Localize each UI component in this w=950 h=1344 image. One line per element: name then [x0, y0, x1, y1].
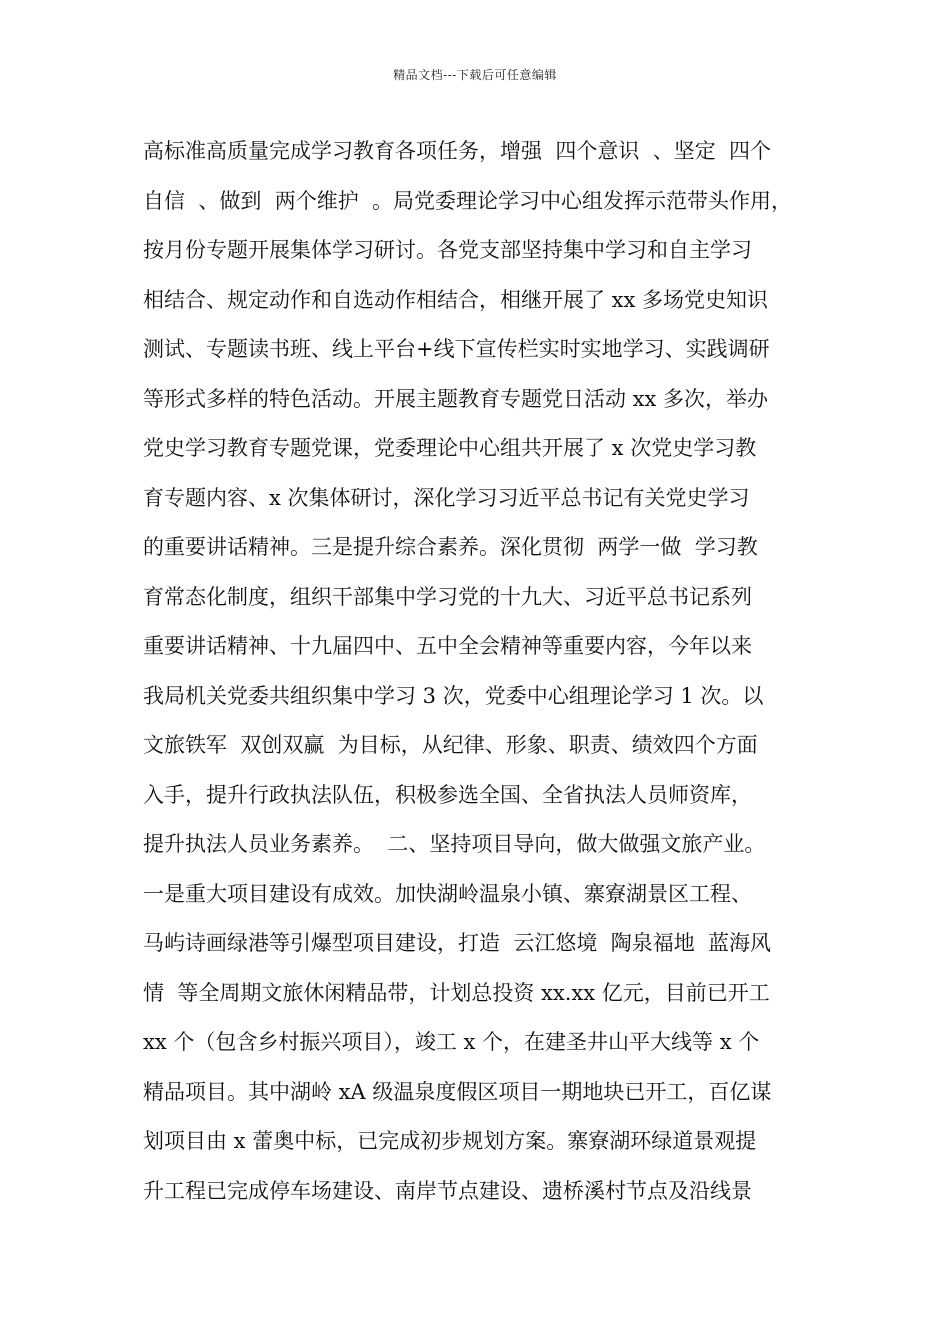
text-line: 党史学习教育专题党课，党委理论中心组共开展了 x 次党史学习教 [143, 436, 757, 460]
text-line: 测试、专题读书班、线上平台+线下宣传栏实时实地学习、实践调研 [143, 337, 770, 361]
text-line: 提升执法人员业务素养。 二、坚持项目导向，做大做强文旅产业。 [143, 832, 766, 856]
page-header: 精品文档---下载后可任意编辑 [393, 68, 557, 82]
text-line: 升工程已完成停车场建设、南岸节点建设、遗桥溪村节点及沿线景 [143, 1178, 752, 1203]
text-line: 自信 、做到 两个维护 。局党委理论学习中心组发挥示范带头作用， [143, 188, 793, 213]
text-line: 一是重大项目建设有成效。加快湖岭温泉小镇、寨寮湖景区工程、 [143, 881, 752, 906]
text-line: 马屿诗画绿港等引爆型项目建设，打造 云江悠境 陶泉福地 蓝海风 [143, 931, 772, 955]
text-line: 高标准高质量完成学习教育各项任务，增强 四个意识 、坚定 四个 [143, 139, 772, 163]
text-line: 重要讲话精神、十九届四中、五中全会精神等重要内容，今年以来 [143, 634, 752, 658]
text-line: 育常态化制度，组织干部集中学习党的十九大、习近平总书记系列 [143, 584, 752, 609]
text-line: 的重要讲话精神。三是提升综合素养。深化贯彻 两学一做 学习教 [143, 535, 758, 559]
text-line: 文旅铁军 双创双赢 为目标，从纪律、形象、职责、绩效四个方面 [143, 733, 758, 757]
text-line: 我局机关党委共组织集中学习 3 次，党委中心组理论学习 1 次。以 [143, 683, 764, 708]
body-text [143, 127, 815, 1216]
text-line: 育专题内容、x 次集体研讨，深化学习习近平总书记有关党史学习 [143, 485, 750, 510]
text-line: 等形式多样的特色活动。开展主题教育专题党日活动 xx 多次，举办 [143, 386, 769, 411]
text-line: xx 个（包含乡村振兴项目），竣工 x 个，在建圣井山平大线等 x 个 [143, 1030, 760, 1054]
text-line: 划项目由 x 蕾奥中标，已完成初步规划方案。寨寮湖环绿道景观提 [143, 1129, 757, 1153]
text-line: 入手，提升行政执法队伍，积极参选全国、全省执法人员师资库， [143, 782, 752, 807]
text-line: 相结合、规定动作和自选动作相结合，相继开展了 xx 多场党史知识 [143, 287, 769, 312]
text-line: 按月份专题开展集体学习研讨。各党支部坚持集中学习和自主学习 [143, 238, 752, 262]
text-line: 精品项目。其中湖岭 xA 级温泉度假区项目一期地块已开工，百亿谋 [143, 1079, 772, 1104]
text-line: 情 等全周期文旅休闲精品带，计划总投资 xx.xx 亿元，目前已开工 [143, 980, 770, 1005]
